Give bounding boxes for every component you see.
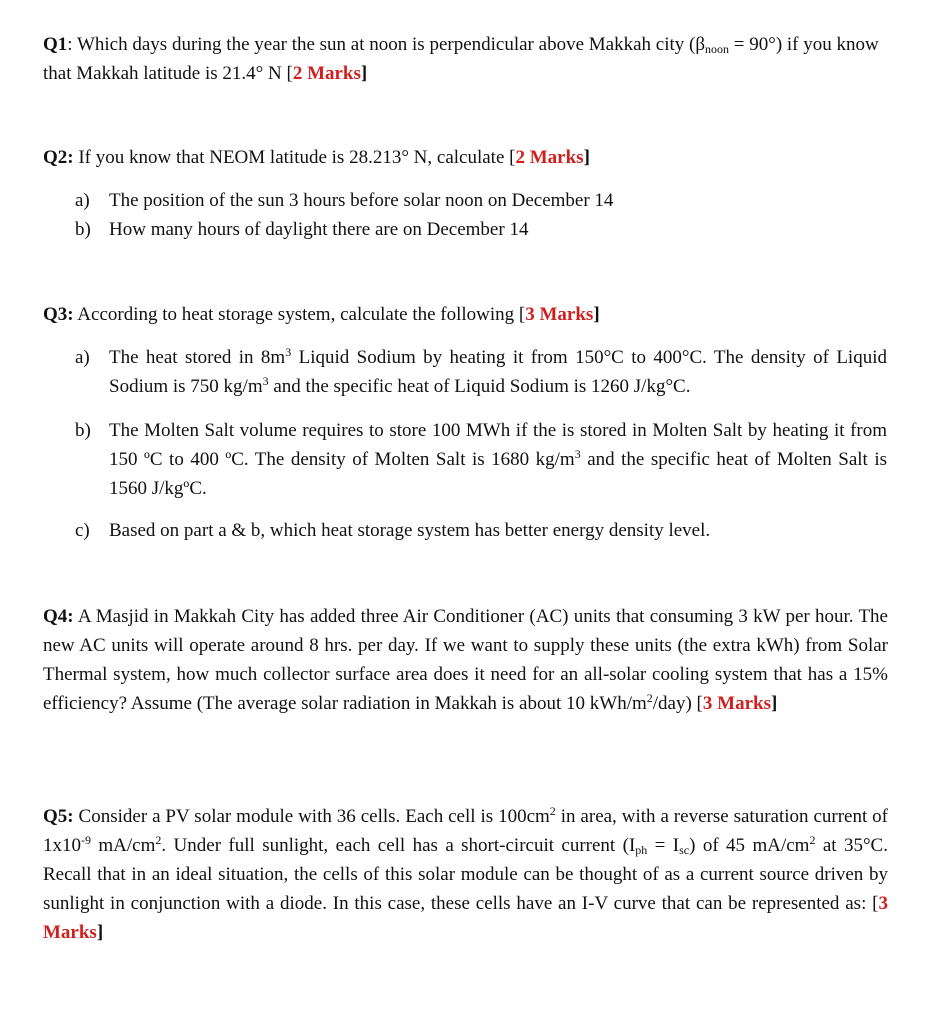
question-2-item-b: b) How many hours of daylight there are on December 14 bbox=[75, 219, 529, 240]
question-3-item-a: a) The heat stored in $8m^3$ Liquid Sodium by heating it from 150°C to 400°C. The density of Liquid Sodium is 750 $kg/m^3$ and the specific heat of Liquid Sodium is 1260 J/kg°C. bbox=[75, 345, 887, 397]
question-2-marks: 2 Marks bbox=[515, 147, 584, 168]
question-1-marks: 2 Marks bbox=[292, 63, 361, 84]
question-5: Q5: Consider a PV solar module with 36 cells. Each cell is $100cm^2$ in area, with a reverse saturation current of $1x10^{-9}$ $mA/cm^2$. Under full sunlight, each cell has a short-circuit current $(I_{ph} = I_{sc})$ of 45 $mA/cm^2$ at 35°C. Recall that in an ideal situation, the cells of this solar module can be thought of as a current source driven by sunlight in conjunction with a diode. In this case, these cells have an I-V curve that can be represented as: [3 Marks] bbox=[43, 804, 888, 943]
question-4-label: Q4: bbox=[43, 606, 74, 627]
question-3: Q3: According to heat storage system, calculate the following [3 Marks] bbox=[43, 304, 600, 325]
question-4-marks: 3 Marks bbox=[702, 693, 771, 714]
question-2-label: Q2: bbox=[43, 147, 74, 168]
question-3-label: Q3: bbox=[43, 304, 74, 325]
question-3-item-c: c) Based on part a & b, which heat storage system has better energy density level. bbox=[75, 520, 711, 541]
question-2-item-a: a) The position of the sun 3 hours before solar noon on December 14 bbox=[75, 190, 614, 211]
question-3-item-b: b) The Molten Salt volume requires to store 100 MWh if the is stored in Molten Salt by heating it from 150 ºC to 400 ºC. The density of Molten Salt is 1680 $kg/m^3$ and the specific heat of Molten Salt is 1560 J/kgºC. bbox=[75, 420, 887, 499]
question-4: Q4: A Masjid in Makkah City has added three Air Conditioner (AC) units that consuming 3 kW per hour. The new AC units will operate around 8 hrs. per day. If we want to supply these units (the extra kWh) from Solar Thermal system, how much collector surface area does it need for an all-solar cooling system that has a 15% efficiency? Assume (The average solar radiation in Makkah is about 10 kWh/$m^2/day$) [3 Marks] bbox=[43, 606, 888, 714]
question-5-label: Q5: bbox=[43, 806, 74, 827]
question-1: Q1: Which days during the year the sun at noon is perpendicular above Makkah city $(\beta_{noon} = 90^\circ)$ if you know that Makkah latitude is 21.4° N [2 Marks] bbox=[43, 34, 879, 84]
question-2: Q2: If you know that NEOM latitude is 28.213° N, calculate [2 Marks] bbox=[43, 147, 590, 168]
question-5-marks: 3 Marks bbox=[43, 893, 888, 943]
question-1-label: Q1 bbox=[43, 34, 68, 55]
question-3-marks: 3 Marks bbox=[525, 304, 594, 325]
